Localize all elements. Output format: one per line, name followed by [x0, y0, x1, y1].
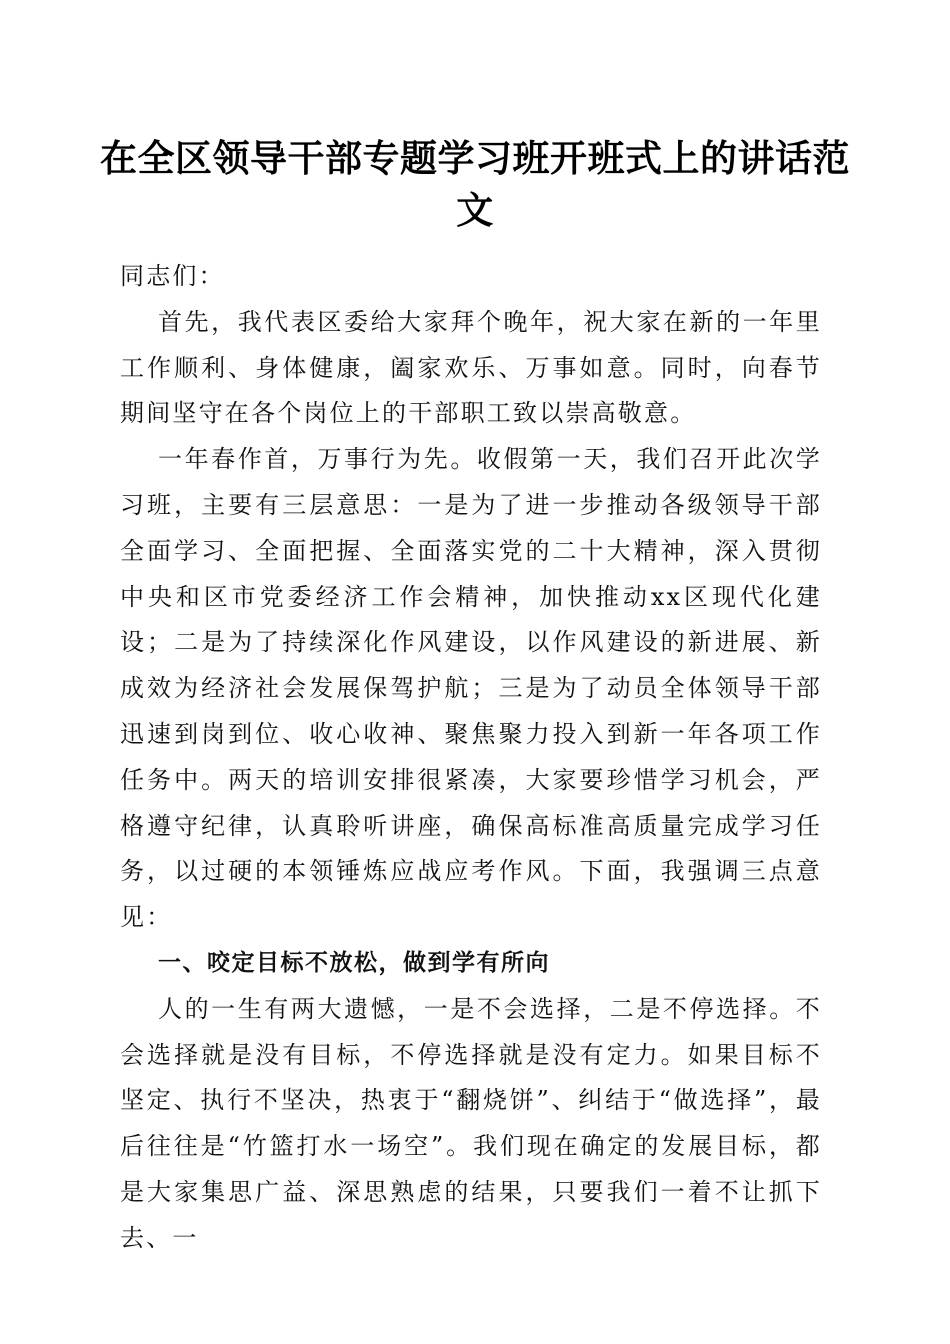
paragraph-purpose: 一年春作首，万事行为先。收假第一天，我们召开此次学习班，主要有三层意思：一是为了进一步推动各级领导干部全面学习、全面把握、全面落实党的二十大精神，深入贯彻中央和区市党委经济工作会精神，加快推动xx区现代化建设；二是为了持续深化作风建设，以作风建设的新进展、新成效为经济社会发展保驾护航；三是为了动员全体领导干部迅速到岗到位、收心收神、聚焦聚力投入到新一年各项工作任务中。两天的培训安排很紧凑，大家要珍惜学习机会，严格遵守纪律，认真聆听讲座，确保高标准高质量完成学习任务，以过硬的本领锤炼应战应考作风。下面，我强调三点意见：: [120, 445, 822, 932]
section-heading: 一、咬定目标不放松，做到学有所向: [158, 949, 550, 976]
document-body: [120, 254, 822, 1262]
paragraph-greeting: 首先，我代表区委给大家拜个晚年，祝大家在新的一年里工作顺利、身体健康，阖家欢乐、万事如意。同时，向春节期间坚守在各个岗位上的干部职工致以崇高敬意。: [120, 307, 822, 428]
salutation: 同志们：: [120, 262, 225, 290]
paragraph-section-one: 人的一生有两大遗憾，一是不会选择，二是不停选择。不会选择就是没有目标，不停选择就是没有定力。如果目标不坚定、执行不坚决，热衷于“翻烧饼”、纠结于“做选择”，最后往往是“竹篮打水一场空”。我们现在确定的发展目标，都是大家集思广益、深思熟虑的结果，只要我们一着不让抓下去、一: [120, 994, 822, 1252]
document-title: 在全区领导干部专题学习班开班式上的讲话范文: [100, 136, 850, 232]
